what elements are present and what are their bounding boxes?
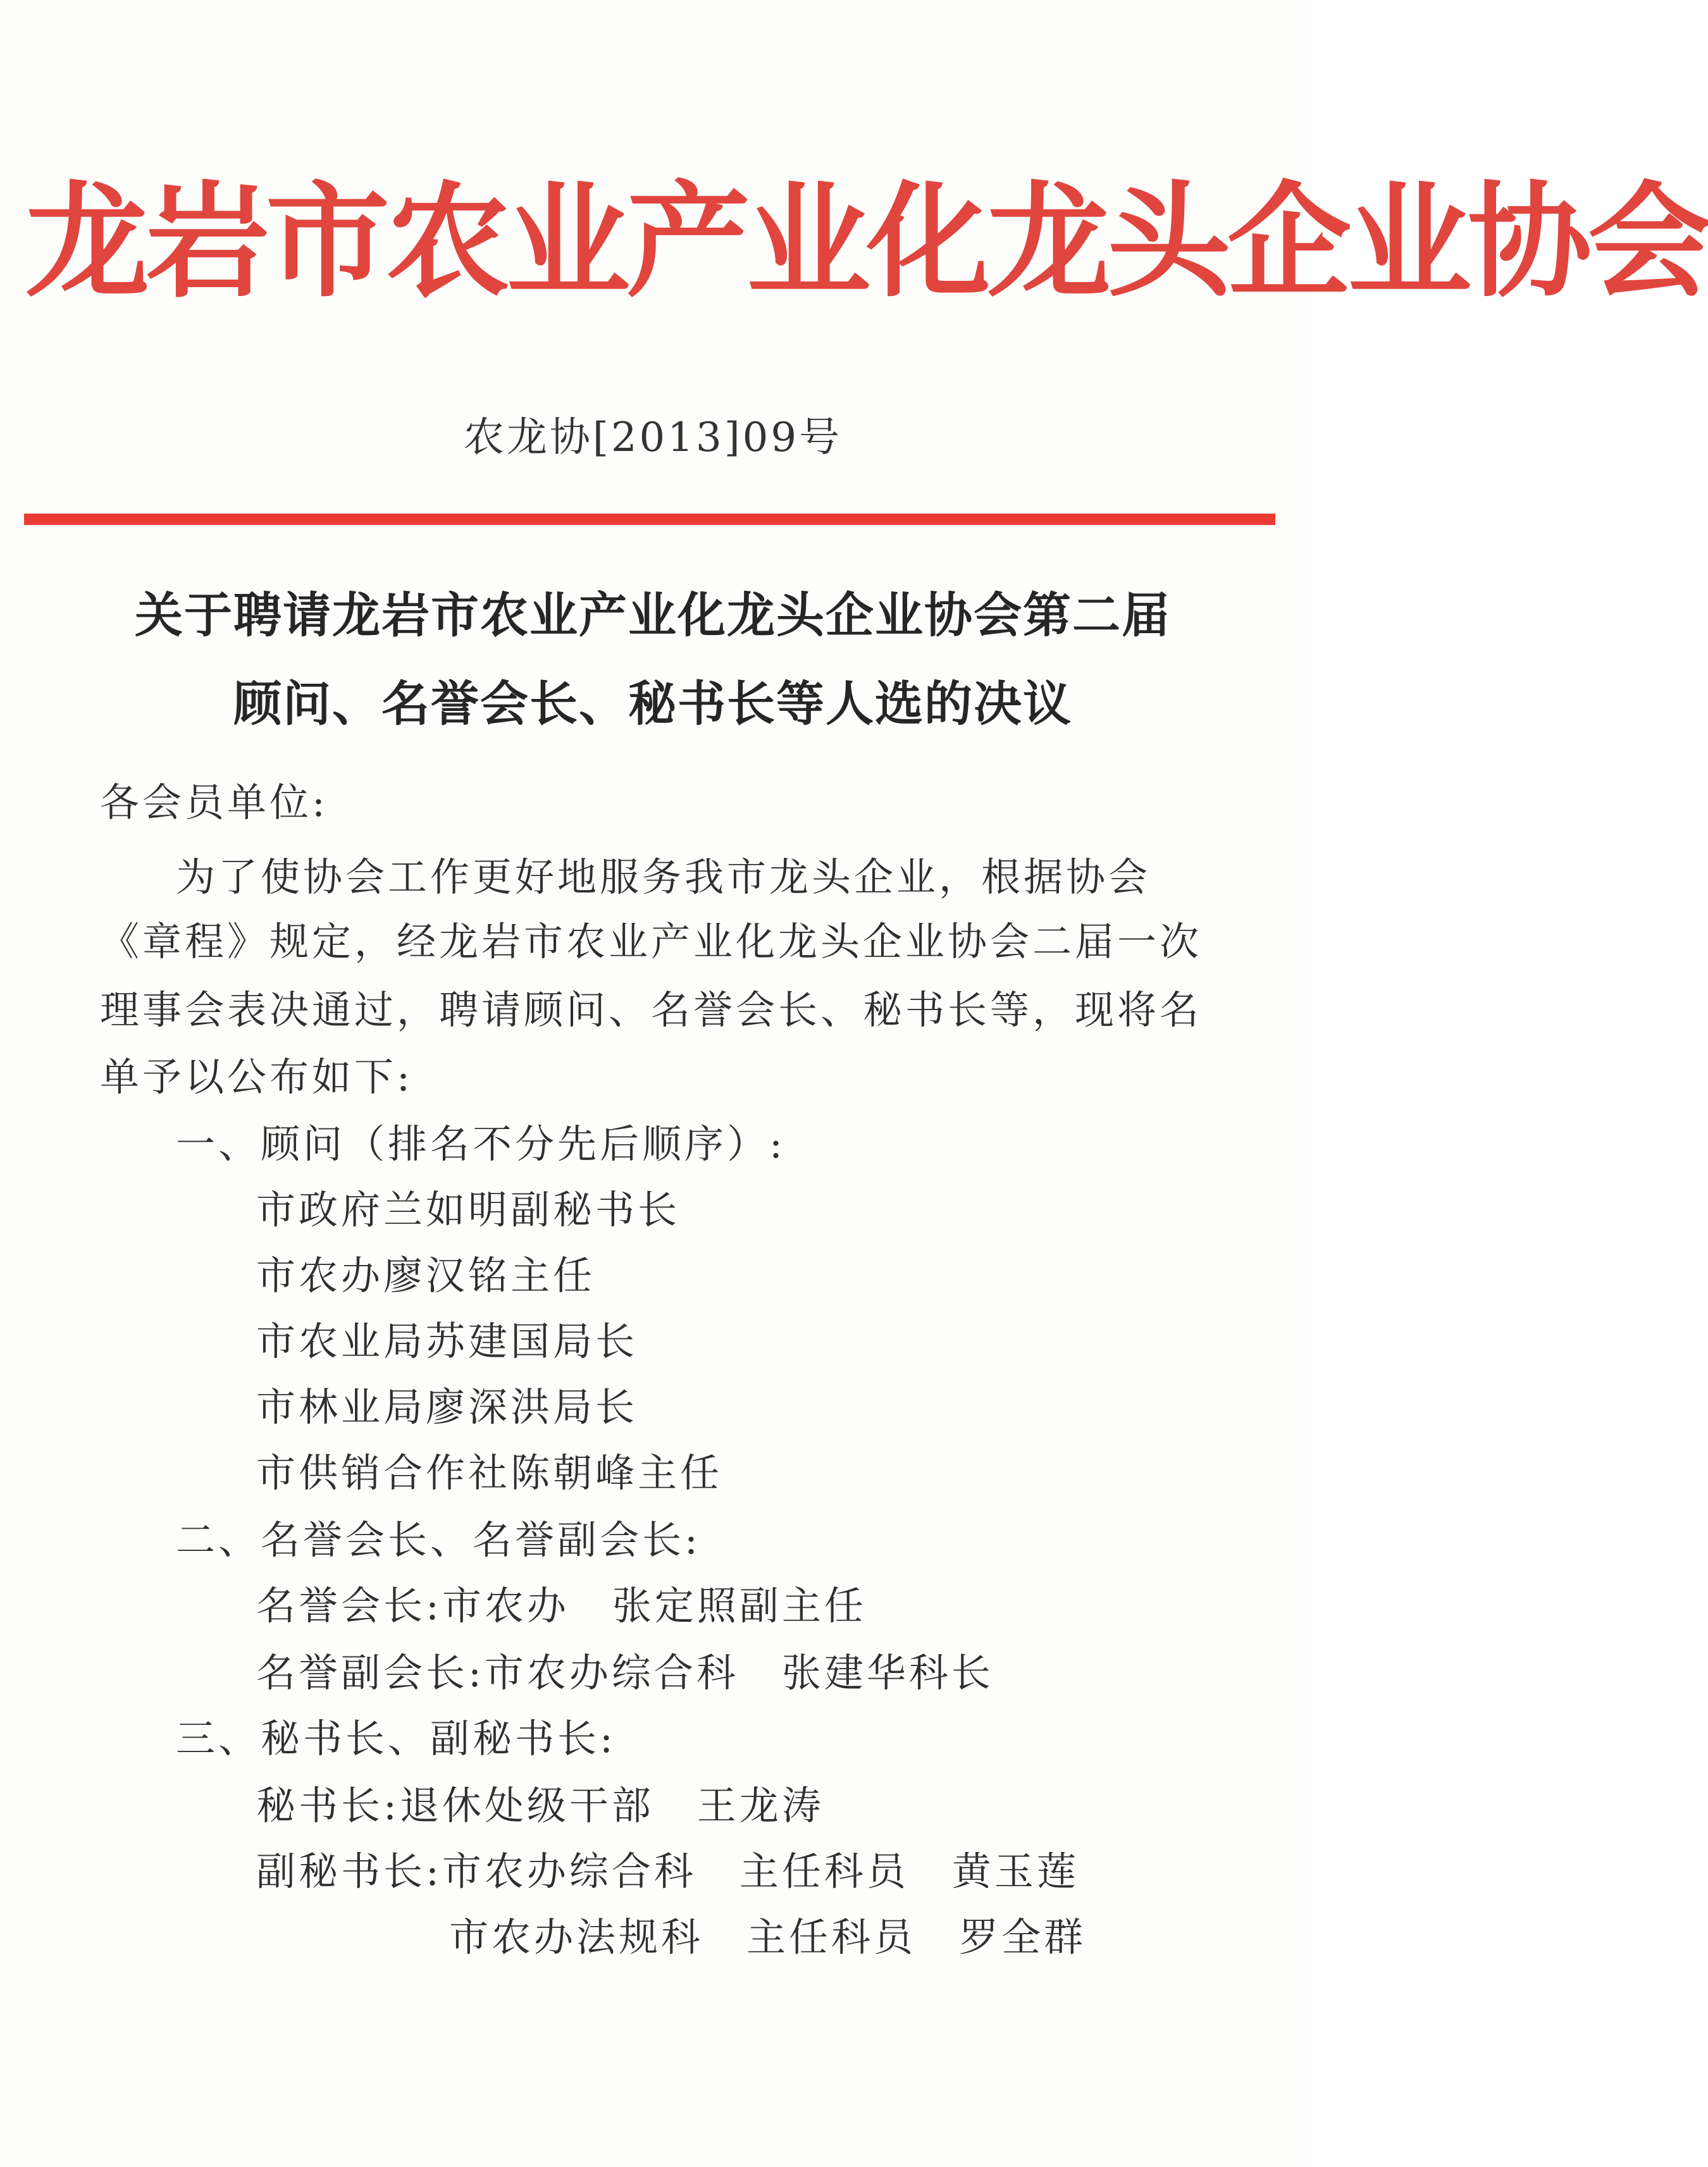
deputy-secretary-unit: 市农办法规科 <box>449 1914 704 1960</box>
honorary-vice-president-label: 名誉副会长: <box>256 1650 485 1696</box>
letterhead-title: 龙岩市农业产业化龙头企业协会 <box>25 170 1708 314</box>
honorary-vice-president-row <box>256 1650 994 1696</box>
honorary-vice-president-name: 张建华科长 <box>781 1650 994 1696</box>
deputy-secretary-title: 主任科员 <box>746 1914 917 1960</box>
document-number: 农龙协[2013]09号 <box>463 414 843 461</box>
secretary-general-unit: 退休处级干部 <box>399 1782 654 1829</box>
honorary-president-unit: 市农办 <box>442 1583 569 1629</box>
red-divider-line <box>24 514 1275 525</box>
advisor-item: 市农办廖汉铭主任 <box>256 1252 596 1299</box>
document-title-line-1: 关于聘请龙岩市农业产业化龙头企业协会第二届 <box>135 587 1171 643</box>
advisor-item: 市供销合作社陈朝峰主任 <box>256 1450 723 1496</box>
deputy-secretary-row <box>256 1848 1079 1894</box>
body-line-2: 《章程》规定，经龙岩市农业产业化龙头企业协会二届一次 <box>100 918 1203 965</box>
body-line-4: 单予以公布如下: <box>100 1054 413 1100</box>
salutation: 各会员单位: <box>100 779 328 825</box>
deputy-secretary-name: 罗全群 <box>959 1914 1087 1960</box>
deputy-secretary-title: 主任科员 <box>739 1848 909 1894</box>
secretary-general-name: 王龙涛 <box>696 1782 824 1829</box>
advisor-item: 市农业局苏建国局长 <box>256 1318 638 1364</box>
section-1-heading: 一、顾问（排名不分先后顺序）: <box>176 1121 786 1167</box>
deputy-secretary-name: 黄玉莲 <box>951 1848 1079 1894</box>
section-3-heading: 三、秘书长、副秘书长: <box>176 1715 616 1762</box>
deputy-secretary-unit: 市农办综合科 <box>442 1848 696 1894</box>
honorary-president-name: 张定照副主任 <box>612 1583 867 1629</box>
deputy-secretary-row <box>449 1914 1087 1960</box>
honorary-vice-president-unit: 市农办综合科 <box>484 1650 739 1696</box>
deputy-secretary-label: 副秘书长: <box>256 1848 442 1894</box>
body-line-1: 为了使协会工作更好地服务我市龙头企业，根据协会 <box>176 854 1151 900</box>
advisor-item: 市林业局廖深洪局长 <box>256 1384 638 1430</box>
advisor-item: 市政府兰如明副秘书长 <box>256 1187 681 1233</box>
honorary-president-label: 名誉会长: <box>256 1583 442 1629</box>
honorary-president-row <box>256 1583 867 1629</box>
body-line-3: 理事会表决通过，聘请顾问、名誉会长、秘书长等，现将名 <box>100 987 1203 1033</box>
secretary-general-row <box>256 1782 824 1829</box>
document-title-line-2: 顾问、名誉会长、秘书长等人选的决议 <box>233 676 1072 732</box>
secretary-general-label: 秘书长: <box>256 1782 400 1829</box>
section-2-heading: 二、名誉会长、名誉副会长: <box>176 1517 701 1563</box>
